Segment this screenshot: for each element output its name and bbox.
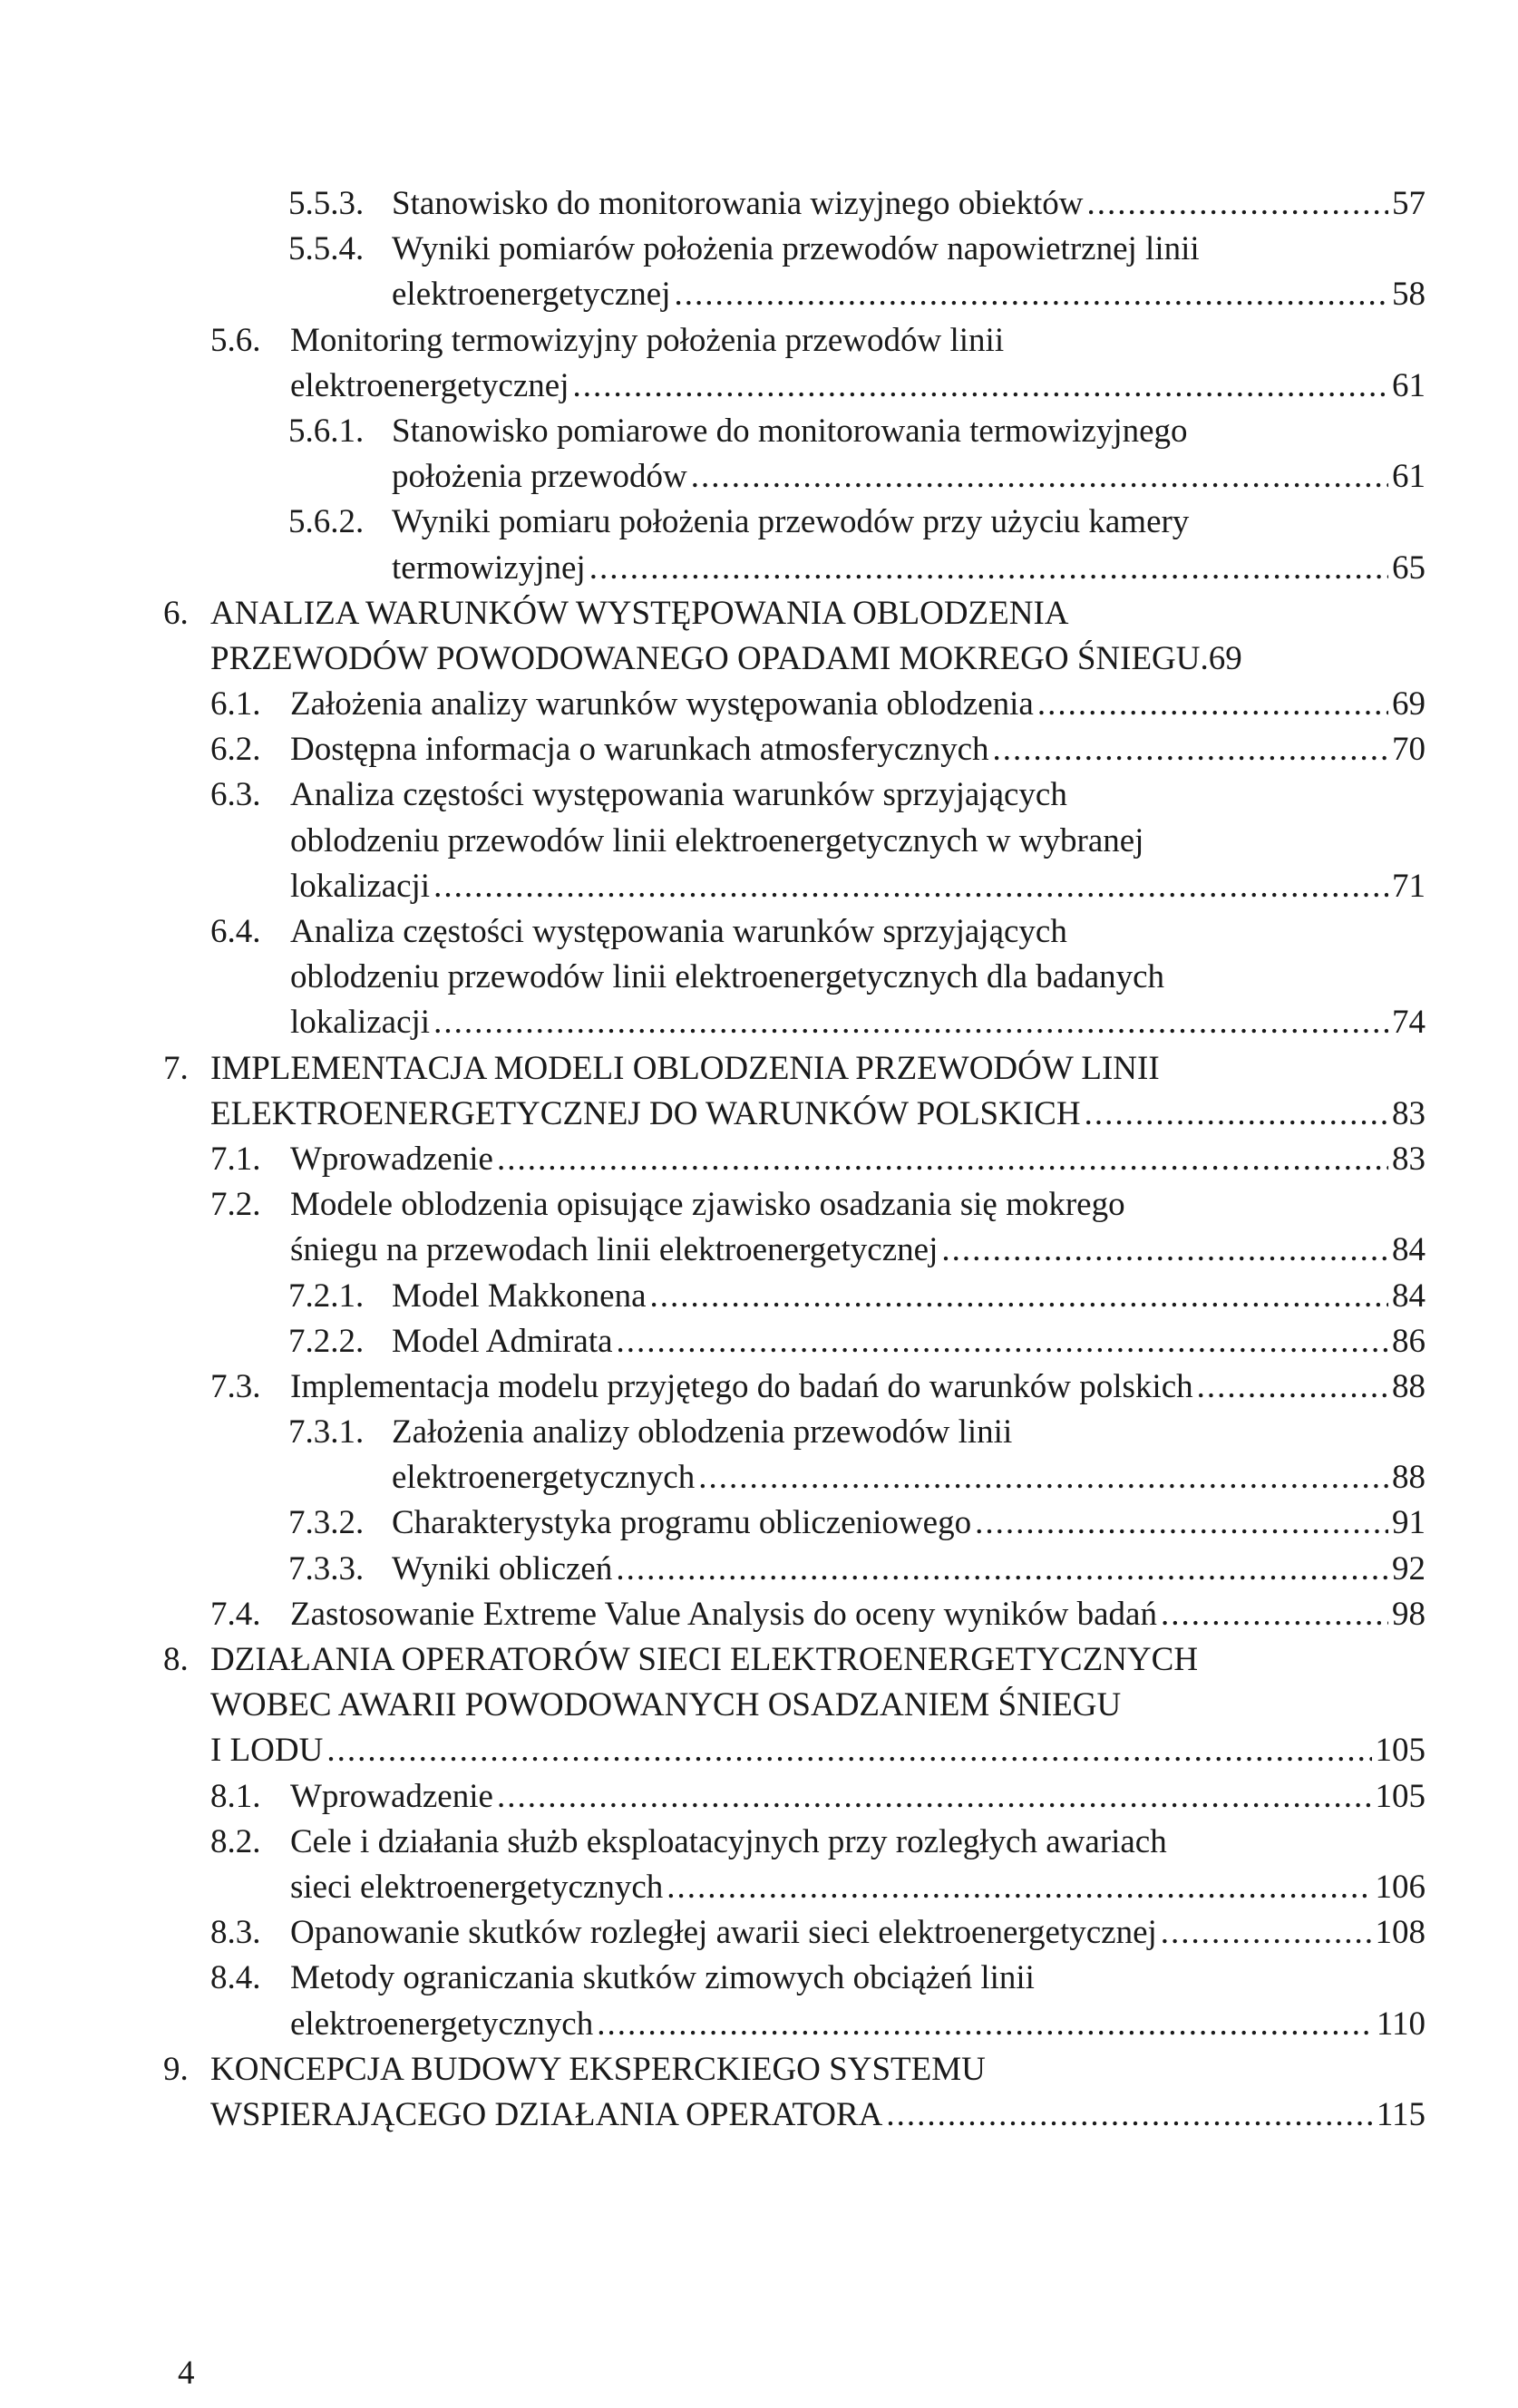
section-title: elektroenergetycznych xyxy=(392,1459,696,1497)
dot-leader xyxy=(698,1455,1388,1500)
page-ref: 71 xyxy=(1392,867,1426,905)
dot-leader xyxy=(433,1000,1388,1045)
section-title: Założenia analizy oblodzenia przewodów linii xyxy=(392,1413,1013,1452)
dot-leader xyxy=(617,1319,1388,1364)
page-ref: 98 xyxy=(1392,1595,1426,1633)
section-number: 6.1. xyxy=(210,685,261,723)
toc-line xyxy=(0,500,1518,545)
section-title: elektroenergetycznej xyxy=(392,276,671,314)
toc-entry xyxy=(0,909,1518,1046)
section-number: 7.1. xyxy=(210,1140,261,1178)
toc-entry xyxy=(0,1910,1518,1956)
toc-line xyxy=(0,227,1518,272)
section-title: Metody ograniczania skutków zimowych obciążeń linii xyxy=(290,1959,1035,1997)
section-title: lokalizacji xyxy=(290,1004,431,1042)
toc-line xyxy=(0,2047,1518,2092)
dot-leader xyxy=(993,727,1388,772)
section-title: śniegu na przewodach linii elektroenergetycznej xyxy=(290,1231,939,1269)
section-title: Analiza częstości występowania warunków sprzyjających xyxy=(290,913,1067,950)
section-number: 9. xyxy=(163,2050,189,2088)
dot-leader xyxy=(941,1228,1388,1273)
section-title: ANALIZA WARUNKÓW WYSTĘPOWANIA OBLODZENIA xyxy=(210,594,1069,632)
section-title: PRZEWODÓW POWODOWANEGO OPADAMI MOKREGO ŚNIEGU. xyxy=(210,639,1209,677)
page-number: 4 xyxy=(178,2355,195,2392)
page-ref: 83 xyxy=(1392,1140,1426,1178)
section-number: 7.3.2. xyxy=(288,1504,365,1542)
toc-line xyxy=(0,1500,1518,1546)
section-title: Cele i działania służb eksploatacyjnych przy rozległych awariach xyxy=(290,1822,1167,1860)
section-title: elektroenergetycznych xyxy=(290,2005,594,2043)
toc-entry xyxy=(0,1410,1518,1500)
section-title: Wprowadzenie xyxy=(290,1140,493,1178)
toc-entry xyxy=(0,772,1518,909)
page-ref: 69 xyxy=(1208,639,1242,677)
page-ref: 84 xyxy=(1392,1231,1426,1269)
dot-leader xyxy=(650,1274,1388,1319)
dot-leader xyxy=(497,1137,1388,1182)
toc-line xyxy=(0,1455,1518,1500)
toc-entry xyxy=(0,1500,1518,1546)
section-title: I LODU xyxy=(210,1732,324,1770)
toc-entry xyxy=(0,1774,1518,1820)
page-ref: 61 xyxy=(1392,366,1426,404)
section-title: Wprowadzenie xyxy=(290,1777,493,1815)
toc-entry xyxy=(0,1182,1518,1273)
toc-entry xyxy=(0,1364,1518,1410)
toc-entry xyxy=(0,409,1518,500)
toc-line xyxy=(0,454,1518,500)
section-title: Wyniki obliczeń xyxy=(392,1549,613,1588)
section-title: sieci elektroenergetycznych xyxy=(290,1868,664,1906)
section-number: 8.4. xyxy=(210,1959,261,1997)
dot-leader xyxy=(1037,682,1388,727)
toc-entry xyxy=(0,591,1518,682)
toc-line xyxy=(0,1274,1518,1319)
page-ref: 105 xyxy=(1375,1777,1426,1815)
section-number: 7.4. xyxy=(210,1595,261,1633)
page-ref: 84 xyxy=(1392,1277,1426,1315)
section-title: Założenia analizy warunków występowania oblodzenia xyxy=(290,685,1034,723)
section-number: 7.3.3. xyxy=(288,1549,365,1588)
dot-leader xyxy=(1161,1592,1388,1637)
toc-entry xyxy=(0,1046,1518,1137)
page-ref: 115 xyxy=(1376,2095,1426,2133)
dot-leader xyxy=(886,2092,1372,2138)
section-title: Stanowisko pomiarowe do monitorowania termowizyjnego xyxy=(392,412,1188,450)
dot-leader xyxy=(597,2002,1373,2047)
section-number: 6.4. xyxy=(210,913,261,950)
section-number: 5.6.1. xyxy=(288,412,365,450)
toc-line xyxy=(0,1000,1518,1045)
page-ref: 74 xyxy=(1392,1004,1426,1042)
section-title: Opanowanie skutków rozległej awarii sieci elektroenergetycznej xyxy=(290,1914,1157,1952)
toc-line xyxy=(0,1683,1518,1728)
section-number: 6.2. xyxy=(210,731,261,769)
dot-leader xyxy=(497,1774,1372,1820)
section-title: Charakterystyka programu obliczeniowego xyxy=(392,1504,972,1542)
toc-entry xyxy=(0,1637,1518,1774)
toc-entry xyxy=(0,727,1518,772)
page-ref: 86 xyxy=(1392,1322,1426,1360)
page-ref: 88 xyxy=(1392,1459,1426,1497)
toc-line xyxy=(0,2092,1518,2138)
page-ref: 57 xyxy=(1392,185,1426,222)
section-title: oblodzeniu przewodów linii elektroenergetycznych dla badanych xyxy=(290,958,1165,996)
section-number: 7. xyxy=(163,1049,189,1087)
section-number: 5.6. xyxy=(210,321,261,359)
toc-entry xyxy=(0,227,1518,317)
section-title: oblodzeniu przewodów linii elektroenergetycznych w wybranej xyxy=(290,821,1144,859)
toc-entry xyxy=(0,682,1518,727)
section-title: WOBEC AWARII POWODOWANYCH OSADZANIEM ŚNIEGU xyxy=(210,1686,1122,1724)
toc-entry xyxy=(0,1274,1518,1319)
dot-leader xyxy=(1087,181,1388,227)
dot-leader xyxy=(1161,1910,1372,1956)
dot-leader xyxy=(1085,1092,1388,1137)
section-number: 8.1. xyxy=(210,1777,261,1815)
toc-entry xyxy=(0,500,1518,590)
dot-leader xyxy=(975,1500,1388,1546)
section-title: Wyniki pomiarów położenia przewodów napowietrznej linii xyxy=(392,230,1200,268)
section-title: Implementacja modelu przyjętego do badań do warunków polskich xyxy=(290,1367,1193,1405)
section-title: Analiza częstości występowania warunków sprzyjających xyxy=(290,776,1067,814)
toc-line xyxy=(0,1092,1518,1137)
section-title: DZIAŁANIA OPERATORÓW SIECI ELEKTROENERGETYCZNYCH xyxy=(210,1641,1199,1678)
toc-line xyxy=(0,546,1518,591)
toc-line xyxy=(0,819,1518,864)
dot-leader xyxy=(326,1728,1371,1773)
toc-line xyxy=(0,1410,1518,1455)
page-ref: 88 xyxy=(1392,1367,1426,1405)
toc-entry xyxy=(0,1137,1518,1182)
page-ref: 65 xyxy=(1392,549,1426,587)
section-title: Model Admirata xyxy=(392,1322,613,1360)
toc-entry xyxy=(0,181,1518,227)
toc-line xyxy=(0,864,1518,909)
toc-entry xyxy=(0,318,1518,409)
toc-line xyxy=(0,364,1518,409)
section-title: położenia przewodów xyxy=(392,458,687,496)
page-ref: 69 xyxy=(1392,685,1426,723)
dot-leader xyxy=(691,454,1388,500)
dot-leader xyxy=(589,546,1388,591)
page-ref: 92 xyxy=(1392,1549,1426,1588)
page-ref: 91 xyxy=(1392,1504,1426,1542)
section-title: IMPLEMENTACJA MODELI OBLODZENIA PRZEWODÓW LINII xyxy=(210,1049,1160,1087)
section-number: 7.2.1. xyxy=(288,1277,365,1315)
section-title: termowizyjnej xyxy=(392,549,586,587)
section-number: 8. xyxy=(163,1641,189,1678)
toc-line xyxy=(0,1319,1518,1364)
page-ref: 110 xyxy=(1376,2005,1426,2043)
section-title: elektroenergetycznej xyxy=(290,366,569,404)
section-title: lokalizacji xyxy=(290,867,431,905)
section-number: 7.2.2. xyxy=(288,1322,365,1360)
dot-leader xyxy=(667,1865,1371,1910)
toc-entry xyxy=(0,1592,1518,1637)
page-ref: 105 xyxy=(1375,1732,1426,1770)
page-ref: 108 xyxy=(1375,1914,1426,1952)
section-number: 5.5.4. xyxy=(288,230,365,268)
section-number: 8.2. xyxy=(210,1822,261,1860)
section-title: Monitoring termowizyjny położenia przewodów linii xyxy=(290,321,1005,359)
dot-leader xyxy=(433,864,1388,909)
table-of-contents xyxy=(0,181,1518,2138)
section-title: Stanowisko do monitorowania wizyjnego obiektów xyxy=(392,185,1084,222)
page-ref: 70 xyxy=(1392,731,1426,769)
section-number: 6.3. xyxy=(210,776,261,814)
section-number: 7.2. xyxy=(210,1186,261,1224)
toc-entry xyxy=(0,1319,1518,1364)
dot-leader xyxy=(572,364,1388,409)
page-ref: 106 xyxy=(1375,1868,1426,1906)
section-title: ELEKTROENERGETYCZNEJ DO WARUNKÓW POLSKICH xyxy=(210,1094,1081,1132)
dot-leader xyxy=(1197,1364,1388,1410)
toc-line xyxy=(0,2002,1518,2047)
section-title: Dostępna informacja o warunkach atmosferycznych xyxy=(290,731,989,769)
page-ref: 61 xyxy=(1392,458,1426,496)
section-number: 5.6.2. xyxy=(288,503,365,541)
section-number: 6. xyxy=(163,594,189,632)
section-number: 5.5.3. xyxy=(288,185,365,222)
section-title: Wyniki pomiaru położenia przewodów przy użyciu kamery xyxy=(392,503,1190,541)
toc-line xyxy=(0,955,1518,1000)
toc-line xyxy=(0,591,1518,636)
dot-leader xyxy=(674,272,1388,317)
section-number: 7.3.1. xyxy=(288,1413,365,1452)
toc-line xyxy=(0,636,1518,682)
toc-line xyxy=(0,1547,1518,1592)
page-ref: 58 xyxy=(1392,276,1426,314)
section-title: WSPIERAJĄCEGO DZIAŁANIA OPERATORA xyxy=(210,2095,883,2133)
toc-line xyxy=(0,1728,1518,1773)
toc-line xyxy=(0,1637,1518,1683)
section-title: Model Makkonena xyxy=(392,1277,647,1315)
toc-line xyxy=(0,181,1518,227)
toc-entry xyxy=(0,1547,1518,1592)
page-ref: 83 xyxy=(1392,1094,1426,1132)
dot-leader xyxy=(616,1547,1388,1592)
section-number: 8.3. xyxy=(210,1914,261,1952)
toc-entry xyxy=(0,1956,1518,2046)
section-title: Zastosowanie Extreme Value Analysis do oceny wyników badań xyxy=(290,1595,1157,1633)
section-number: 7.3. xyxy=(210,1367,261,1405)
toc-entry xyxy=(0,1820,1518,1910)
toc-entry xyxy=(0,2047,1518,2138)
toc-line xyxy=(0,1228,1518,1273)
toc-line xyxy=(0,272,1518,317)
section-title: Modele oblodzenia opisujące zjawisko osadzania się mokrego xyxy=(290,1186,1125,1224)
toc-line xyxy=(0,409,1518,454)
section-title: KONCEPCJA BUDOWY EKSPERCKIEGO SYSTEMU xyxy=(210,2050,986,2088)
toc-line xyxy=(0,1046,1518,1092)
toc-line xyxy=(0,1865,1518,1910)
